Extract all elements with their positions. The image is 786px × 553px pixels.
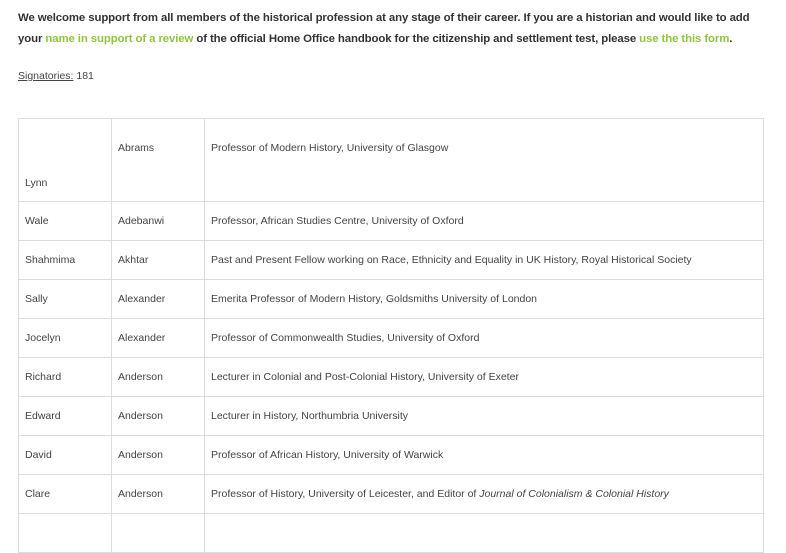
role-cell: Professor, African Studies Centre, University of Oxford (205, 202, 764, 241)
signatories-label: Signatories: (18, 70, 74, 82)
intro-text-start: We welcome support from all members of the historical profession at any stage of their career. If you are a historian and would like to add your (18, 12, 750, 45)
last-name-cell: Anderson (112, 358, 205, 397)
first-name-cell: Sally (19, 280, 112, 319)
intro-paragraph (18, 8, 770, 50)
signatories-count-line (18, 70, 94, 82)
role-cell: Emerita Professor of Modern History, Goldsmiths University of London (205, 280, 764, 319)
first-name-cell: Clare (19, 475, 112, 514)
intro-text-middle: of the official Home Office handbook for the citizenship and settlement test, please (193, 33, 640, 45)
first-name-cell: David (19, 436, 112, 475)
role-cell: Lecturer in Colonial and Post-Colonial History, University of Exeter (205, 358, 764, 397)
first-name-cell: Lynn (19, 119, 112, 202)
role-cell (205, 475, 764, 514)
name-in-support-link[interactable]: name in support of a review (45, 33, 194, 45)
signatories-table (18, 118, 764, 553)
role-cell: Professor of Commonwealth Studies, University of Oxford (205, 319, 764, 358)
table-row (19, 319, 764, 358)
table-row (19, 358, 764, 397)
last-name-cell: Abrams (112, 119, 205, 202)
table-row (19, 514, 764, 553)
last-name-cell: Akhtar (112, 241, 205, 280)
table-row (19, 280, 764, 319)
table-row (19, 436, 764, 475)
last-name-cell: Anderson (112, 475, 205, 514)
first-name-cell: Wale (19, 202, 112, 241)
role-cell (205, 514, 764, 553)
first-name-cell: Jocelyn (19, 319, 112, 358)
table-row (19, 475, 764, 514)
table-row (19, 119, 764, 202)
last-name-cell (112, 514, 205, 553)
last-name-cell: Anderson (112, 397, 205, 436)
role-cell: Professor of African History, University of Warwick (205, 436, 764, 475)
last-name-cell: Adebanwi (112, 202, 205, 241)
role-cell: Lecturer in History, Northumbria University (205, 397, 764, 436)
last-name-cell: Alexander (112, 319, 205, 358)
first-name-cell: Shahmima (19, 241, 112, 280)
first-name-cell (19, 514, 112, 553)
use-this-form-link[interactable]: use the this form (639, 33, 730, 45)
table-row (19, 202, 764, 241)
first-name-cell: Richard (19, 358, 112, 397)
last-name-cell: Anderson (112, 436, 205, 475)
table-row (19, 397, 764, 436)
signatories-count: 181 (76, 70, 94, 82)
intro-text-end: . (729, 33, 733, 45)
role-text: Professor of History, University of Leicester, and Editor of (211, 488, 480, 500)
role-cell: Past and Present Fellow working on Race, Ethnicity and Equality in UK History, Royal Historical Society (205, 241, 764, 280)
last-name-cell: Alexander (112, 280, 205, 319)
table-row (19, 241, 764, 280)
first-name-cell: Edward (19, 397, 112, 436)
journal-title: Journal of Colonialism & Colonial History (479, 488, 669, 500)
role-cell: Professor of Modern History, University of Glasgow (205, 119, 764, 202)
